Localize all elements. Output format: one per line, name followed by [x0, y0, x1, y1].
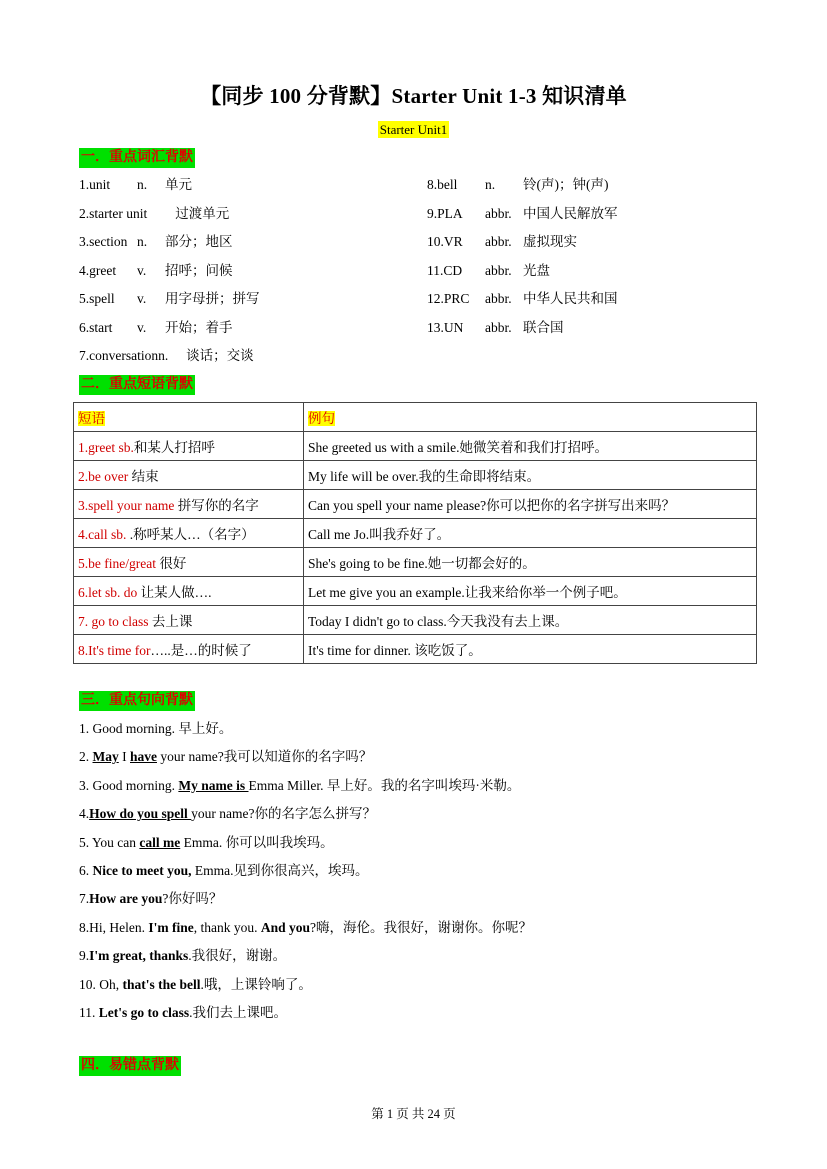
sentence-text: Emma Miller. 早上好。我的名字叫埃玛·米勒。	[248, 777, 521, 793]
phrase-number: 2.	[78, 469, 89, 484]
phrase-cell	[74, 606, 304, 635]
vocab-meaning: 用字母拼；拼写	[165, 291, 260, 306]
vocab-meaning: 部分；地区	[165, 234, 233, 249]
vocab-item	[79, 205, 229, 223]
sentence-text: your name?我可以知道你的名字吗？	[157, 749, 373, 765]
page-title: 【同步 100 分背默】Starter Unit 1-3 知识清单	[200, 84, 627, 108]
vocab-item	[79, 290, 260, 308]
sentence-key-phrase: And you	[260, 919, 311, 935]
phrase-cell	[74, 635, 304, 664]
example-cell: Today I didn't go to class.今天我没有去上课。	[304, 606, 757, 635]
vocab-item	[79, 233, 233, 251]
phrase-row	[74, 432, 757, 461]
sentence-text: 4.	[79, 806, 90, 822]
vocab-item	[427, 233, 577, 251]
sentence-text: ?你好吗？	[162, 891, 223, 907]
example-header-cell	[304, 403, 757, 432]
vocab-meaning: 开始；着手	[165, 319, 233, 335]
vocab-word: 13.UN	[427, 319, 464, 335]
phrase-chinese: .称呼某人…（名字）	[129, 527, 255, 542]
vocab-word: 10.VR	[427, 234, 463, 249]
sentence-item	[79, 1004, 287, 1022]
sentence-item	[79, 720, 232, 738]
vocab-meaning: 过渡单元	[175, 205, 230, 221]
vocab-item	[79, 347, 254, 365]
sentence-text: ?嗨，海伦。我很好，谢谢你。你呢？	[310, 919, 533, 935]
phrase-number: 5.	[78, 556, 89, 571]
vocab-item	[427, 319, 564, 337]
phrase-chinese: 拼写你的名字	[174, 498, 259, 513]
sentence-key-phrase: Nice to meet you,	[92, 863, 192, 878]
phrase-row	[74, 519, 757, 548]
vocab-meaning: 中华人民共和国	[523, 291, 618, 306]
vocab-pos: n.	[485, 177, 496, 192]
sentence-text: , thank you.	[193, 919, 261, 935]
vocab-meaning: 联合国	[523, 319, 564, 335]
phrase-cell	[74, 548, 304, 577]
vocab-item	[79, 319, 233, 337]
phrase-table	[73, 402, 757, 664]
vocab-pos: abbr.	[485, 291, 512, 306]
vocab-word: 4.greet	[79, 262, 117, 278]
phrase-row	[74, 635, 757, 664]
phrase-cell	[74, 490, 304, 519]
vocab-meaning: 铃(声)；钟(声)	[523, 177, 609, 192]
sentence-item	[79, 947, 286, 965]
phrase-chinese: 结束	[128, 469, 159, 484]
sentence-text: .我很好，谢谢。	[188, 948, 287, 964]
vocab-pos: n.	[137, 234, 148, 249]
sentence-text: 5. You can	[79, 834, 140, 850]
phrase-english: call sb.	[88, 527, 130, 542]
phrase-english: go to class	[91, 614, 149, 629]
sentence-text: 9.	[79, 948, 90, 964]
vocab-meaning: 光盘	[523, 262, 550, 278]
vocab-word: 5.spell	[79, 291, 115, 306]
sentence-item	[79, 919, 532, 937]
phrase-chinese: 很好	[155, 556, 187, 571]
vocab-pos: n.	[158, 348, 169, 363]
example-cell: It's time for dinner. 该吃饭了。	[304, 635, 757, 664]
sentence-key-phrase: How are you	[89, 891, 163, 907]
phrase-chinese: 让某人做….	[137, 585, 212, 600]
phrase-cell	[74, 432, 304, 461]
phrase-chinese: 去上课	[148, 614, 193, 629]
unit-label-text: Starter Unit1	[379, 122, 448, 137]
vocab-item	[427, 290, 618, 308]
sentence-key-phrase: Let's go to class	[98, 1005, 190, 1020]
vocab-meaning: 单元	[165, 177, 192, 192]
vocab-pos: abbr.	[485, 319, 512, 335]
vocab-pos: n.	[137, 177, 148, 192]
vocab-item	[427, 262, 550, 280]
phrase-header-cell	[74, 403, 304, 432]
sentence-item	[79, 862, 368, 880]
phrase-english: spell your name	[88, 498, 175, 513]
example-cell: My life will be over.我的生命即将结束。	[304, 461, 757, 490]
vocab-word: 2.starter unit	[79, 205, 148, 221]
vocab-meaning: 中国人民解放军	[523, 205, 618, 221]
phrase-row	[74, 577, 757, 606]
example-cell: Let me give you an example.让我来给你举一个例子吧。	[304, 577, 757, 606]
example-cell: She's going to be fine.她一切都会好的。	[304, 548, 757, 577]
vocab-pos: abbr.	[485, 262, 512, 278]
vocab-item	[427, 205, 618, 223]
vocab-meaning: 招呼；问候	[165, 262, 233, 278]
example-cell: Can you spell your name please?你可以把你的名字拼写出来吗？	[304, 490, 757, 519]
vocab-pos: abbr.	[485, 234, 512, 249]
phrase-cell	[74, 519, 304, 548]
sentence-text: Emma.见到你很高兴，埃玛。	[191, 863, 369, 878]
vocab-word: 8.bell	[427, 177, 458, 192]
sentence-item	[79, 890, 222, 908]
sentence-item	[79, 805, 376, 823]
sentence-item	[79, 748, 372, 766]
vocab-meaning: 虚拟现实	[523, 234, 577, 249]
vocab-word: 7.conversation	[79, 348, 159, 363]
sentence-key-phrase: I'm great, thanks	[89, 948, 189, 964]
phrase-table-header	[74, 403, 757, 432]
phrase-chinese: …..是…的时候了	[150, 643, 252, 658]
phrase-chinese: 和某人打招呼	[133, 440, 215, 455]
page-footer: 第 1 页 共 24 页	[371, 1107, 456, 1121]
vocab-word: 1.unit	[79, 177, 111, 192]
phrase-number: 7.	[78, 614, 92, 629]
sentence-item	[79, 976, 312, 994]
vocab-item	[79, 176, 192, 194]
phrase-english: be over	[88, 469, 129, 484]
sentence-text: your name?你的名字怎么拼写？	[191, 806, 377, 822]
phrase-english: let sb. do	[88, 585, 138, 600]
phrase-number: 8.	[78, 643, 89, 658]
sentence-key-phrase: May	[92, 749, 119, 765]
sentence-text: .我们去上课吧。	[189, 1005, 287, 1020]
sentence-item	[79, 777, 520, 795]
vocab-item	[79, 262, 233, 280]
phrase-number: 6.	[78, 585, 89, 600]
vocab-meaning: 谈话；交谈	[186, 348, 254, 363]
sentence-text: 8.Hi, Helen.	[79, 919, 149, 935]
section-vocab-heading: 一．重点词汇背默	[79, 148, 195, 168]
vocab-pos: v.	[137, 319, 147, 335]
sentence-item	[79, 834, 334, 852]
vocab-pos: abbr.	[485, 205, 512, 221]
sentence-key-phrase: I'm fine	[148, 919, 194, 935]
sentence-text: 7.	[79, 891, 90, 907]
sentence-key-phrase: that's the bell	[122, 976, 201, 992]
sentence-text: 1. Good morning. 早上好。	[79, 721, 233, 736]
phrase-english: It's time for	[88, 643, 151, 658]
sentence-text: .哦，上课铃响了。	[200, 976, 312, 992]
unit-label	[0, 122, 827, 138]
section-errors-heading: 四．易错点背默	[79, 1056, 181, 1076]
sentence-text: I	[118, 749, 130, 765]
vocab-item	[427, 176, 608, 194]
sentence-key-phrase: My name is	[178, 777, 249, 793]
sentence-text: Emma. 你可以叫我埃玛。	[180, 834, 334, 850]
phrase-row	[74, 548, 757, 577]
section-phrases-heading: 二．重点短语背默	[79, 375, 195, 395]
sentence-key-phrase: How do you spell	[89, 806, 192, 822]
phrase-row	[74, 490, 757, 519]
sentence-text: 3. Good morning.	[79, 777, 179, 793]
vocab-word: 3.section	[79, 234, 128, 249]
phrase-row	[74, 606, 757, 635]
phrase-header-label: 短语	[78, 411, 105, 426]
vocab-pos: v.	[137, 291, 147, 306]
sentence-text: 6.	[79, 863, 93, 878]
phrase-number: 4.	[78, 527, 89, 542]
example-cell: She greeted us with a smile.她微笑着和我们打招呼。	[304, 432, 757, 461]
phrase-english: be fine/great	[88, 556, 156, 571]
vocab-word: 6.start	[79, 319, 113, 335]
sentence-text: 2.	[79, 749, 93, 765]
example-header-label: 例句	[308, 411, 335, 426]
section-sentences-heading: 三．重点句向背默	[79, 691, 195, 711]
sentence-text: 10. Oh,	[79, 976, 123, 992]
phrase-cell	[74, 461, 304, 490]
vocab-word: 9.PLA	[427, 205, 463, 221]
phrase-english: greet sb.	[88, 440, 134, 455]
sentence-key-phrase: have	[130, 749, 157, 765]
vocab-pos: v.	[137, 262, 147, 278]
sentence-key-phrase: call me	[139, 834, 181, 850]
phrase-row	[74, 461, 757, 490]
example-cell: Call me Jo.叫我乔好了。	[304, 519, 757, 548]
vocab-word: 12.PRC	[427, 291, 470, 306]
phrase-cell	[74, 577, 304, 606]
vocab-word: 11.CD	[427, 262, 463, 278]
sentence-text: 11.	[79, 1005, 99, 1020]
phrase-number: 3.	[78, 498, 89, 513]
phrase-number: 1.	[78, 440, 89, 455]
